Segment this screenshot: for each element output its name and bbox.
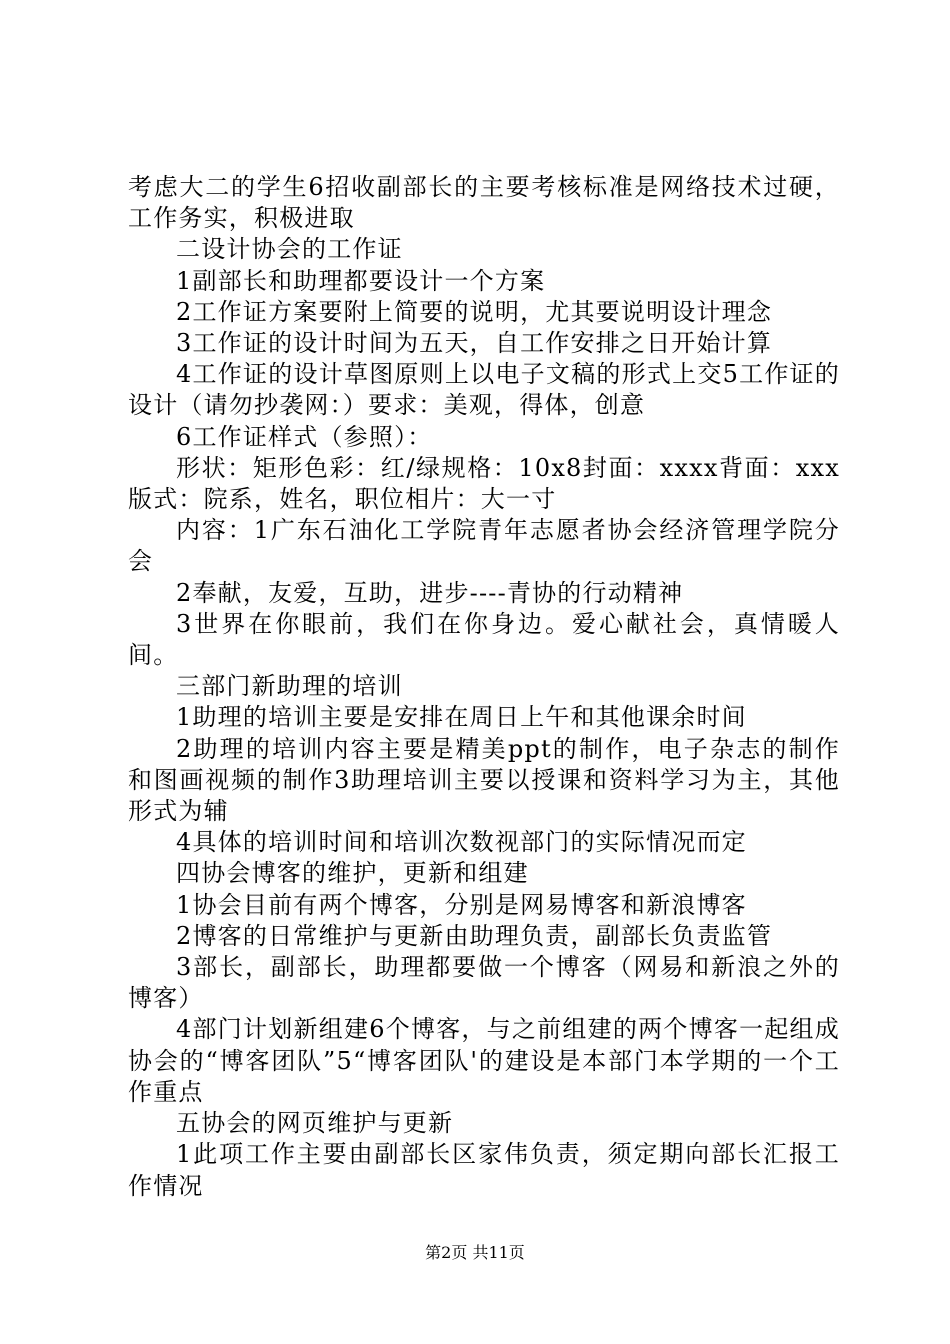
paragraph: 2奉献，友爱，互助，进步----青协的行动精神 [176, 578, 684, 607]
section-heading: 四协会博客的维护，更新和组建 [176, 859, 529, 888]
paragraph: 2助理的培训内容主要是精美ppt的制作，电子杂志的制作和图画视频的制作3助理培训主要以授课和资料学习为主，其他形式为辅 [128, 734, 840, 826]
section-heading: 三部门新助理的培训 [176, 672, 403, 701]
paragraph: 3部长，副部长，助理都要做一个博客（网易和新浪之外的博客） [128, 953, 840, 1013]
paragraph: 4具体的培训时间和培训次数视部门的实际情况而定 [176, 828, 747, 857]
section-heading: 五协会的网页维护与更新 [176, 1109, 454, 1138]
paragraph: 3工作证的设计时间为五天，自工作安排之日开始计算 [176, 329, 773, 358]
paragraph: 内容：1广东石油化工学院青年志愿者协会经济管理学院分会 [128, 516, 840, 576]
paragraph: 1此项工作主要由副部长区家伟负责，须定期向部长汇报工作情况 [128, 1140, 840, 1200]
paragraph: 1副部长和助理都要设计一个方案 [176, 266, 546, 295]
paragraph: 4工作证的设计草图原则上以电子文稿的形式上交5工作证的设计（请勿抄袭网：）要求：美观，得体，创意 [128, 360, 840, 420]
paragraph: 考虑大二的学生6招收副部长的主要考核标准是网络技术过硬，工作务实，积极进取 [128, 173, 840, 233]
paragraph: 2博客的日常维护与更新由助理负责，副部长负责监管 [176, 921, 773, 950]
section-heading: 二设计协会的工作证 [176, 235, 403, 264]
paragraph: 6工作证样式（参照）： [176, 422, 433, 451]
page-number-footer: 第2页 共11页 [425, 1243, 525, 1262]
paragraph: 3世界在你眼前，我们在你身边。爱心献社会，真情暖人间。 [128, 609, 840, 670]
paragraph: 1助理的培训主要是安排在周日上午和其他课余时间 [176, 703, 747, 732]
paragraph: 4部门计划新组建6个博客，与之前组建的两个博客一起组成协会的“博客团队”5“博客团队'的建设是本部门本学期的一个工作重点 [128, 1015, 840, 1106]
paragraph: 形状：矩形色彩：红/绿规格：10x8封面：xxxx背面：xxx版式：院系，姓名，职位相片：大一寸 [128, 453, 840, 514]
paragraph: 2工作证方案要附上简要的说明，尤其要说明设计理念 [176, 297, 773, 326]
paragraph: 1协会目前有两个博客，分别是网易博客和新浪博客 [176, 890, 747, 919]
document-body [128, 172, 840, 1202]
